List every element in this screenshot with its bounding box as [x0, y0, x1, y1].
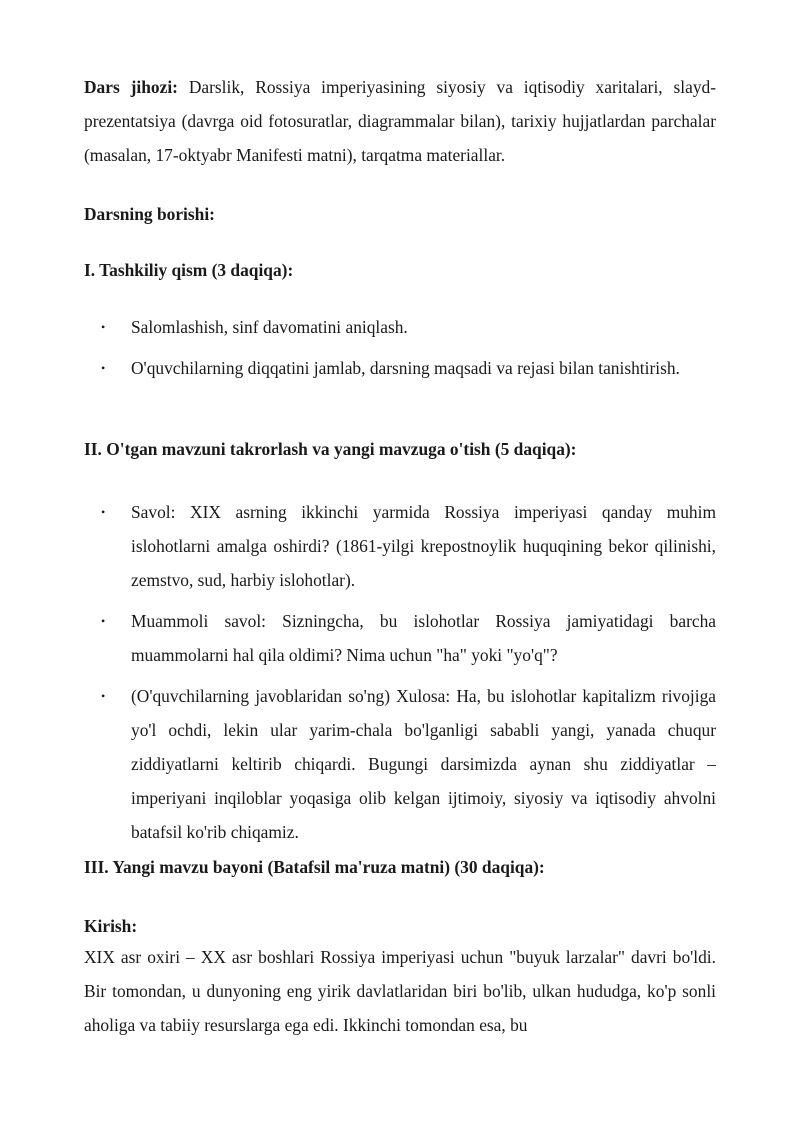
- list-item: [84, 604, 716, 672]
- bullet-icon: •: [101, 505, 106, 519]
- list-item: [84, 351, 716, 385]
- list-item-text: (O'quvchilarning javoblaridan so'ng) Xulosa: Ha, bu islohotlar kapitalizm rivojiga yo'l ochdi, lekin ular yarim-chala bo'lganligi sababli yangi, yanada chuqur ziddiyatlarni keltirib chiqardi. Bugungi darsimizda aynan shu ziddiyatlar – imperiyani inqiloblar yoqasiga olib kelgan ijtimoiy, siyosiy va iqtisodiy ahvolni batafsil ko'rib chiqamiz.: [131, 686, 716, 842]
- list-item-text: Salomlashish, sinf davomatini aniqlash.: [131, 317, 408, 337]
- course-heading: [84, 197, 716, 231]
- list-item-text: Savol: XIX asrning ikkinchi yarmida Rossiya imperiyasi qanday muhim islohotlarni amalga oshirdi? (1861-yilgi krepostnoylik huquqining bekor qilinishi, zemstvo, sud, harbiy islohotlar).: [131, 502, 716, 590]
- equipment-paragraph: [84, 70, 716, 172]
- section-3-heading: [84, 850, 716, 884]
- list-item: [84, 310, 716, 344]
- intro-heading: Kirish:: [84, 916, 138, 936]
- section-1-list: [84, 310, 716, 385]
- bullet-icon: •: [101, 614, 106, 628]
- intro-paragraph: XIX asr oxiri – XX asr boshlari Rossiya imperiyasi uchun "buyuk larzalar" davri bo'ldi. Bir tomondan, u dunyoning eng yirik davlatlaridan biri bo'lib, ulkan hududga, ko'p sonli aholiga va tabiiy resurslarga ega edi. Ikkinchi tomondan esa, bu: [84, 947, 716, 1035]
- equipment-text: Darslik, Rossiya imperiyasining siyosiy va iqtisodiy xaritalari, slayd-prezentatsiya (davrga oid fotosuratlar, diagrammalar bilan), tarixiy hujjatlardan parchalar (masalan, 17-oktyabr Manifesti matni), tarqatma materiallar.: [84, 77, 717, 165]
- intro-section: [84, 912, 716, 1042]
- equipment-label: Dars jihozi:: [84, 77, 178, 97]
- section-3-heading-text: III. Yangi mavzu bayoni (Batafsil ma'ruza matni) (30 daqiqa):: [84, 857, 545, 877]
- course-heading-text: Darsning borishi:: [84, 204, 215, 224]
- section-1-heading: [84, 253, 716, 287]
- list-item-text: O'quvchilarning diqqatini jamlab, darsning maqsadi va rejasi bilan tanishtirish.: [131, 358, 680, 378]
- section-1-heading-text: I. Tashkiliy qism (3 daqiqa):: [84, 260, 294, 280]
- list-item: [84, 495, 716, 597]
- section-2-heading-text: II. O'tgan mavzuni takrorlash va yangi mavzuga o'tish (5 daqiqa):: [84, 439, 577, 459]
- bullet-icon: •: [101, 320, 106, 334]
- bullet-icon: •: [101, 361, 106, 375]
- bullet-icon: •: [101, 689, 106, 703]
- list-item-text: Muammoli savol: Sizningcha, bu islohotlar Rossiya jamiyatidagi barcha muammolarni hal qila oldimi? Nima uchun "ha" yoki "yo'q"?: [131, 611, 716, 665]
- section-2-heading: [84, 432, 716, 466]
- section-2-list: [84, 495, 716, 849]
- list-item: [84, 679, 716, 849]
